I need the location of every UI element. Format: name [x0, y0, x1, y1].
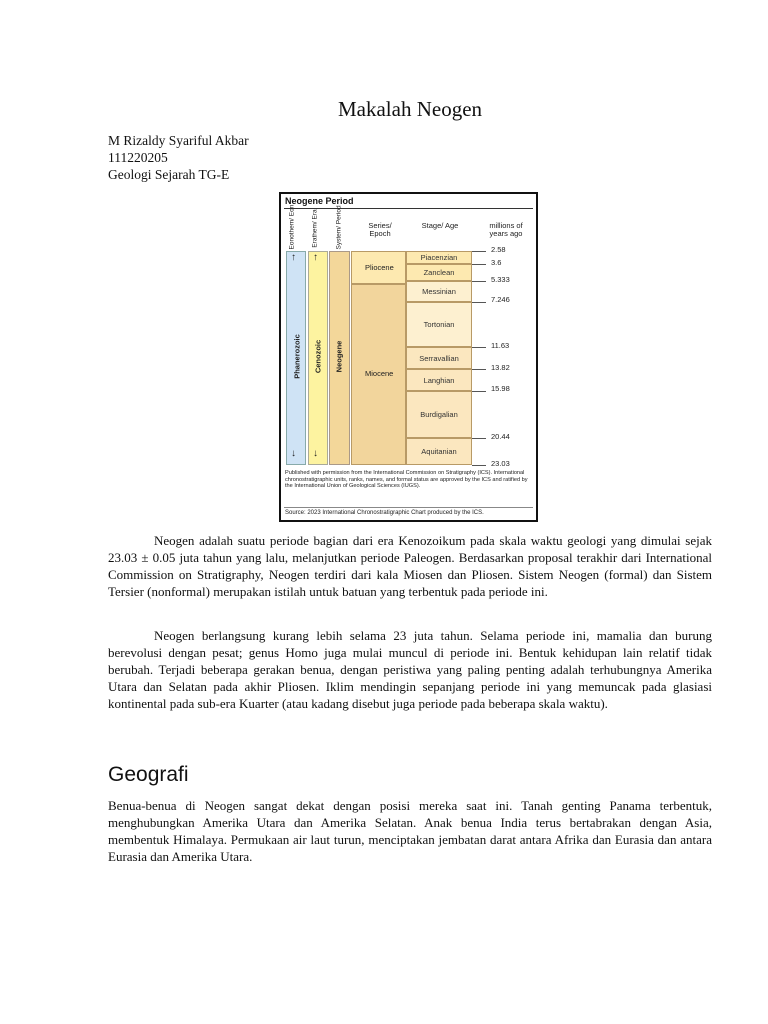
age-tick: [472, 465, 486, 466]
stage-piacenzian: Piacenzian: [406, 251, 472, 264]
figure-title: Neogene Period: [285, 196, 354, 206]
epoch-pliocene: Pliocene: [365, 263, 394, 272]
epoch-miocene: Miocene: [365, 369, 394, 378]
author-block: [108, 132, 249, 183]
author-id: 111220205: [108, 150, 168, 165]
section-heading: Geografi: [108, 763, 189, 786]
page-title: Makalah Neogen: [337, 97, 483, 121]
neogene-chart-figure: [279, 192, 538, 522]
paragraph-geography: Benua-benua di Neogen sangat dekat dengan posisi mereka saat ini. Tanah genting Panama terbentuk, menghubungkan Amerika Utara dan Amerika Selatan. Anak benua India terus bertabrakan dengan Asia, membentuk Himalaya. Permukaan air laut turun, menciptakan jembatan darat antara Afrika dan Eurasia dan antara Eurasia dan Amerika Utara.: [108, 798, 712, 864]
header-stage: Stage/ Age: [421, 221, 459, 230]
age-tick: [472, 391, 486, 392]
age-tick: [472, 264, 486, 265]
figure-caption: Published with permission from the International Commission on Stratigraphy (ICS). International chronostratigraphic units, ranks, names, and formal status are approved by the ICS and ratified by the International Union of Geological Sciences (IUGS).: [285, 470, 528, 490]
period-label: Neogene: [334, 340, 344, 373]
eon-arrow-down-icon: ↓: [291, 448, 296, 459]
age-label: 3.6: [491, 258, 502, 267]
source-divider: [284, 507, 533, 508]
age-tick: [472, 251, 486, 252]
stage-aquitanian: Aquitanian: [406, 438, 472, 465]
header-erathem: Erathem/ Era: [311, 209, 319, 248]
header-series: Series/ Epoch: [368, 221, 392, 238]
stage-langhian: Langhian: [406, 369, 472, 391]
age-label: 11.63: [491, 341, 510, 350]
stage-messinian: Messinian: [406, 281, 472, 302]
age-label: 20.44: [491, 432, 510, 441]
age-label: 23.03: [491, 459, 510, 468]
author-name: M Rizaldy Syariful Akbar: [108, 133, 249, 148]
paragraph-duration-text: Neogen berlangsung kurang lebih selama 23 juta tahun. Selama periode ini, mamalia dan burung berevolusi dengan pesat; genus Homo juga mulai muncul di periode ini. Bentuk kehidupan lain relatif tidak berubah. Terjadi beberapa gerakan benua, dengan peristiwa yang paling penting adalah terhubungnya Amerika Utara dan Selatan pada akhir Pliosen. Iklim mendingin sepanjang periode ini yang memuncak pada glasiasi kontinental pada sub-era Kuarter (atau kadang disebut juga periode pada beberapa skala waktu).: [108, 628, 712, 711]
age-label: 15.98: [491, 384, 510, 393]
eon-label: Phanerozoic: [292, 334, 302, 379]
header-millions: millions of years ago: [489, 221, 523, 238]
age-tick: [472, 281, 486, 282]
paragraph-intro-text: Neogen adalah suatu periode bagian dari era Kenozoikum pada skala waktu geologi yang dimulai sejak 23.03 ± 0.05 juta tahun yang lalu, melanjutkan periode Paleogen. Berdasarkan proposal terakhir dari International Commission on Stratigraphy, Neogen terdiri dari kala Miosen dan Pliosen. Sistem Neogen (formal) dan Sistem Tersier (nonformal) merupakan istilah untuk batuan yang terbentuk pada periode ini.: [108, 533, 712, 599]
age-label: 7.246: [491, 295, 510, 304]
figure-source: Source: 2023 International Chronostratigraphic Chart produced by the ICS.: [285, 510, 484, 516]
stage-serravallian: Serravallian: [406, 347, 472, 369]
header-system: System/ Period: [335, 205, 343, 250]
age-tick: [472, 302, 486, 303]
age-label: 13.82: [491, 363, 510, 372]
stage-zanclean: Zanclean: [406, 264, 472, 281]
era-arrow-down-icon: ↓: [313, 448, 318, 459]
age-tick: [472, 438, 486, 439]
eon-arrow-up-icon: ↑: [291, 252, 296, 263]
stage-burdigalian: Burdigalian: [406, 391, 472, 438]
age-tick: [472, 369, 486, 370]
age-label: 2.58: [491, 245, 506, 254]
paragraph-intro: [108, 532, 712, 600]
paragraph-duration: [108, 627, 712, 712]
stage-tortonian: Tortonian: [406, 302, 472, 347]
header-divider: [284, 208, 533, 209]
age-label: 5.333: [491, 275, 510, 284]
age-tick: [472, 347, 486, 348]
era-label: Cenozoic: [313, 339, 323, 374]
author-course: Geologi Sejarah TG-E: [108, 167, 230, 182]
era-arrow-up-icon: ↑: [313, 252, 318, 263]
header-eonothem: Eonothem/ Eon: [288, 204, 296, 250]
